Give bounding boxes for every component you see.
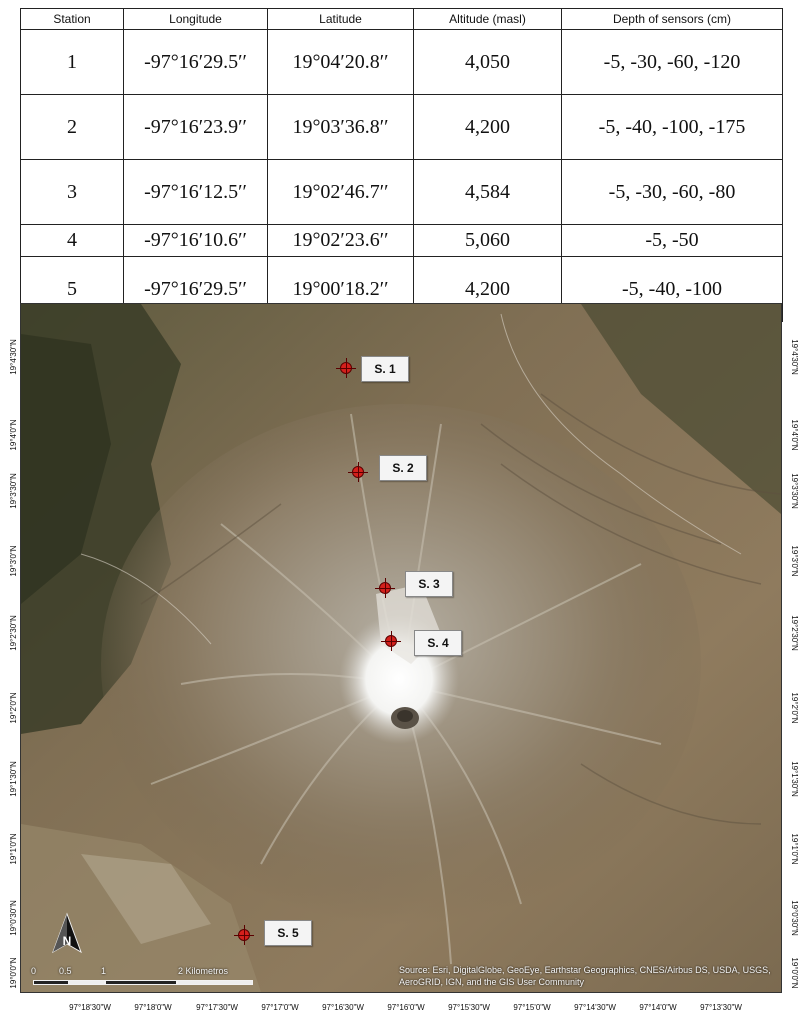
scale-segment [33,980,69,985]
cell-depth: -5, -40, -100 [562,257,783,322]
table-row [21,30,783,95]
station-1-marker[interactable] [340,362,352,374]
lat-label: 19°3'30"N [9,473,18,509]
station-1-label: S. 1 [361,356,409,382]
north-arrow-icon [49,912,85,956]
lon-label: 97°18'30"W [69,1003,111,1012]
north-arrow-letter: N [62,934,72,948]
lon-label: 97°14'0"W [639,1003,677,1012]
station-3-label: S. 3 [405,571,453,597]
lat-label: 19°4'30"N [9,339,18,375]
lon-label: 97°16'30"W [322,1003,364,1012]
cell-station: 5 [21,257,124,322]
header-longitude: Longitude [124,9,268,30]
cell-altitude: 4,584 [414,160,562,225]
cell-station: 3 [21,160,124,225]
table-row [21,95,783,160]
map-attribution: Source: Esri, DigitalGlobe, GeoEye, Earthstar Geographics, CNES/Airbus DS, USDA, USGS, AeroGRID, IGN, and the GIS User Community [399,965,771,987]
cell-altitude: 4,200 [414,95,562,160]
lon-label: 97°15'30"W [448,1003,490,1012]
station-3-marker[interactable] [379,582,391,594]
table-row [21,160,783,225]
lat-label: 19°2'0"N [9,692,18,724]
lat-label: 19°4'0"N [9,419,18,451]
scale-segment [177,980,253,985]
lon-label: 97°18'0"W [134,1003,172,1012]
station-table [20,8,783,322]
cell-altitude: 4,050 [414,30,562,95]
table-header-row [21,9,783,30]
station-4-label: S. 4 [414,630,462,656]
station-5-label: S. 5 [264,920,312,946]
cell-latitude: 19°02′46.7′′ [268,160,414,225]
scale-tick: 0.5 [59,966,72,976]
cell-longitude: -97°16′12.5′′ [124,160,268,225]
lat-label: 19°0'0"N [790,957,799,989]
lat-label: 19°2'0"N [790,692,799,724]
station-5-marker[interactable] [238,929,250,941]
header-depth: Depth of sensors (cm) [562,9,783,30]
table-row [21,225,783,257]
satellite-map [20,303,782,993]
lat-label: 19°1'30"N [9,761,18,797]
scale-bar [33,964,273,988]
lon-label: 97°17'0"W [261,1003,299,1012]
lat-label: 19°1'30"N [790,761,799,797]
station-2-marker[interactable] [352,466,364,478]
cell-latitude: 19°03′36.8′′ [268,95,414,160]
cell-altitude: 4,200 [414,257,562,322]
lat-label: 19°0'30"N [790,900,799,936]
lon-label: 97°13'30"W [700,1003,742,1012]
lon-label: 97°17'30"W [196,1003,238,1012]
cell-longitude: -97°16′29.5′′ [124,30,268,95]
station-4-marker[interactable] [385,635,397,647]
lat-label: 19°3'0"N [9,545,18,577]
scale-tick: 2 Kilometros [178,966,229,976]
lon-label: 97°15'0"W [513,1003,551,1012]
cell-longitude: -97°16′29.5′′ [124,257,268,322]
lat-label: 19°4'30"N [790,339,799,375]
lon-label: 97°14'30"W [574,1003,616,1012]
cell-latitude: 19°02′23.6′′ [268,225,414,257]
header-latitude: Latitude [268,9,414,30]
lat-label: 19°3'30"N [790,473,799,509]
cell-depth: -5, -30, -60, -80 [562,160,783,225]
lat-label: 19°1'0"N [9,833,18,865]
cell-altitude: 5,060 [414,225,562,257]
lat-label: 19°2'30"N [9,615,18,651]
lat-label: 19°0'0"N [9,957,18,989]
cell-depth: -5, -40, -100, -175 [562,95,783,160]
header-station: Station [21,9,124,30]
scale-segment [69,980,105,985]
header-altitude: Altitude (masl) [414,9,562,30]
lat-label: 19°0'30"N [9,900,18,936]
scale-tick: 1 [101,966,107,976]
lat-label: 19°4'0"N [790,419,799,451]
cell-latitude: 19°00′18.2′′ [268,257,414,322]
cell-station: 4 [21,225,124,257]
scale-segment [105,980,177,985]
lat-label: 19°3'0"N [790,545,799,577]
lat-label: 19°1'0"N [790,833,799,865]
cell-latitude: 19°04′20.8′′ [268,30,414,95]
cell-station: 2 [21,95,124,160]
scale-tick: 0 [31,966,37,976]
cell-longitude: -97°16′23.9′′ [124,95,268,160]
cell-longitude: -97°16′10.6′′ [124,225,268,257]
cell-station: 1 [21,30,124,95]
lon-label: 97°16'0"W [387,1003,425,1012]
cell-depth: -5, -50 [562,225,783,257]
satellite-terrain [21,304,781,992]
cell-depth: -5, -30, -60, -120 [562,30,783,95]
station-2-label: S. 2 [379,455,427,481]
lat-label: 19°2'30"N [790,615,799,651]
